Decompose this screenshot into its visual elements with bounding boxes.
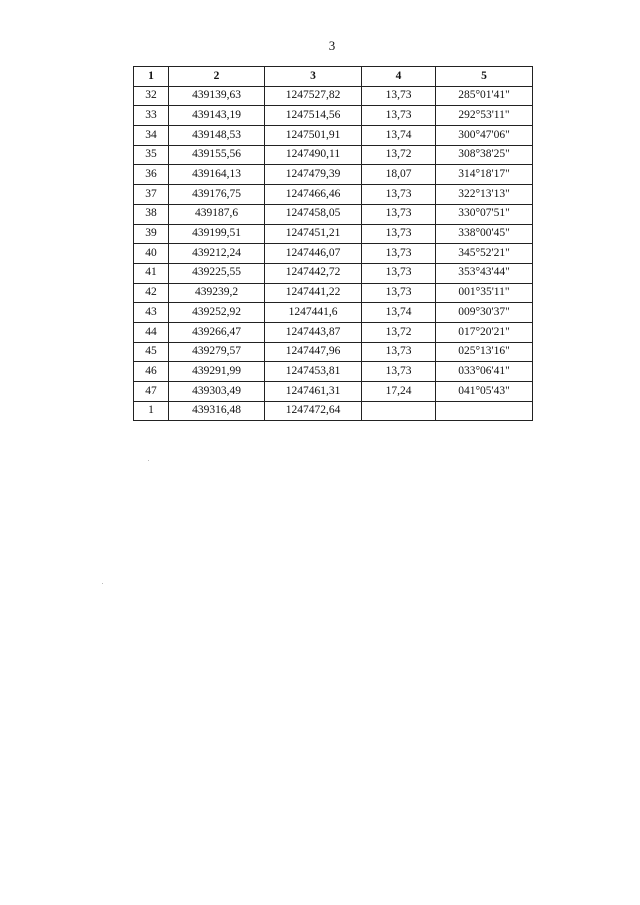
distance-cell: 13,72 — [362, 145, 436, 165]
point-number-cell: 1 — [134, 401, 169, 421]
y-coordinate-cell: 1247441,6 — [265, 303, 362, 323]
table-row — [134, 106, 533, 126]
x-coordinate-cell: 439148,53 — [169, 126, 265, 146]
x-coordinate-cell: 439164,13 — [169, 165, 265, 185]
distance-cell: 13,74 — [362, 126, 436, 146]
table-body — [134, 86, 533, 421]
table-row — [134, 401, 533, 421]
x-coordinate-cell: 439252,92 — [169, 303, 265, 323]
distance-cell: 13,73 — [362, 185, 436, 205]
table-row — [134, 303, 533, 323]
x-coordinate-cell: 439279,57 — [169, 342, 265, 362]
bearing-cell: 300°47'06" — [436, 126, 533, 146]
distance-cell — [362, 401, 436, 421]
bearing-cell: 314°18'17" — [436, 165, 533, 185]
bearing-cell: 001°35'11" — [436, 283, 533, 303]
header-row — [134, 67, 533, 87]
x-coordinate-cell: 439176,75 — [169, 185, 265, 205]
y-coordinate-cell: 1247527,82 — [265, 86, 362, 106]
bearing-cell — [436, 401, 533, 421]
point-number-cell: 45 — [134, 342, 169, 362]
bearing-cell: 025°13'16" — [436, 342, 533, 362]
bearing-cell: 017°20'21" — [436, 322, 533, 342]
bearing-cell: 292°53'11" — [436, 106, 533, 126]
y-coordinate-cell: 1247461,31 — [265, 382, 362, 402]
table-row — [134, 362, 533, 382]
bearing-cell: 285°01'41" — [436, 86, 533, 106]
point-number-cell: 32 — [134, 86, 169, 106]
table-row — [134, 263, 533, 283]
y-coordinate-cell: 1247453,81 — [265, 362, 362, 382]
x-coordinate-cell: 439225,55 — [169, 263, 265, 283]
y-coordinate-cell: 1247501,91 — [265, 126, 362, 146]
table-row — [134, 86, 533, 106]
x-coordinate-cell: 439139,63 — [169, 86, 265, 106]
bearing-cell: 009°30'37" — [436, 303, 533, 323]
table-row — [134, 342, 533, 362]
column-header: 2 — [169, 67, 265, 87]
x-coordinate-cell: 439143,19 — [169, 106, 265, 126]
y-coordinate-cell: 1247472,64 — [265, 401, 362, 421]
table-row — [134, 165, 533, 185]
y-coordinate-cell: 1247466,46 — [265, 185, 362, 205]
bearing-cell: 322°13'13" — [436, 185, 533, 205]
scan-speck — [148, 460, 149, 461]
x-coordinate-cell: 439303,49 — [169, 382, 265, 402]
bearing-cell: 308°38'25" — [436, 145, 533, 165]
table-row — [134, 185, 533, 205]
y-coordinate-cell: 1247447,96 — [265, 342, 362, 362]
y-coordinate-cell: 1247443,87 — [265, 322, 362, 342]
table-row — [134, 322, 533, 342]
distance-cell: 13,73 — [362, 204, 436, 224]
point-number-cell: 34 — [134, 126, 169, 146]
point-number-cell: 39 — [134, 224, 169, 244]
point-number-cell: 43 — [134, 303, 169, 323]
y-coordinate-cell: 1247451,21 — [265, 224, 362, 244]
x-coordinate-cell: 439266,47 — [169, 322, 265, 342]
x-coordinate-cell: 439316,48 — [169, 401, 265, 421]
y-coordinate-cell: 1247458,05 — [265, 204, 362, 224]
point-number-cell: 46 — [134, 362, 169, 382]
column-header: 5 — [436, 67, 533, 87]
y-coordinate-cell: 1247442,72 — [265, 263, 362, 283]
coordinates-table — [133, 66, 533, 421]
point-number-cell: 44 — [134, 322, 169, 342]
point-number-cell: 41 — [134, 263, 169, 283]
page-number: 3 — [328, 38, 336, 53]
y-coordinate-cell: 1247446,07 — [265, 244, 362, 264]
distance-cell: 13,73 — [362, 224, 436, 244]
point-number-cell: 42 — [134, 283, 169, 303]
bearing-cell: 345°52'21" — [436, 244, 533, 264]
table-row — [134, 382, 533, 402]
y-coordinate-cell: 1247479,39 — [265, 165, 362, 185]
table-row — [134, 283, 533, 303]
point-number-cell: 40 — [134, 244, 169, 264]
y-coordinate-cell: 1247514,56 — [265, 106, 362, 126]
point-number-cell: 37 — [134, 185, 169, 205]
distance-cell: 13,73 — [362, 283, 436, 303]
bearing-cell: 041°05'43" — [436, 382, 533, 402]
table-header — [134, 67, 533, 87]
column-header: 4 — [362, 67, 436, 87]
distance-cell: 13,73 — [362, 342, 436, 362]
point-number-cell: 38 — [134, 204, 169, 224]
y-coordinate-cell: 1247490,11 — [265, 145, 362, 165]
point-number-cell: 47 — [134, 382, 169, 402]
bearing-cell: 033°06'41" — [436, 362, 533, 382]
distance-cell: 13,73 — [362, 263, 436, 283]
bearing-cell: 330°07'51" — [436, 204, 533, 224]
point-number-cell: 33 — [134, 106, 169, 126]
x-coordinate-cell: 439155,56 — [169, 145, 265, 165]
table-row — [134, 224, 533, 244]
x-coordinate-cell: 439187,6 — [169, 204, 265, 224]
distance-cell: 17,24 — [362, 382, 436, 402]
bearing-cell: 338°00'45" — [436, 224, 533, 244]
y-coordinate-cell: 1247441,22 — [265, 283, 362, 303]
distance-cell: 13,73 — [362, 362, 436, 382]
x-coordinate-cell: 439212,24 — [169, 244, 265, 264]
table-row — [134, 126, 533, 146]
column-header: 3 — [265, 67, 362, 87]
table-row — [134, 145, 533, 165]
x-coordinate-cell: 439239,2 — [169, 283, 265, 303]
bearing-cell: 353°43'44" — [436, 263, 533, 283]
distance-cell: 13,73 — [362, 244, 436, 264]
distance-cell: 13,74 — [362, 303, 436, 323]
scan-speck — [102, 583, 103, 584]
x-coordinate-cell: 439199,51 — [169, 224, 265, 244]
table-row — [134, 204, 533, 224]
distance-cell: 18,07 — [362, 165, 436, 185]
distance-cell: 13,72 — [362, 322, 436, 342]
point-number-cell: 35 — [134, 145, 169, 165]
distance-cell: 13,73 — [362, 106, 436, 126]
table-row — [134, 244, 533, 264]
distance-cell: 13,73 — [362, 86, 436, 106]
point-number-cell: 36 — [134, 165, 169, 185]
column-header: 1 — [134, 67, 169, 87]
x-coordinate-cell: 439291,99 — [169, 362, 265, 382]
